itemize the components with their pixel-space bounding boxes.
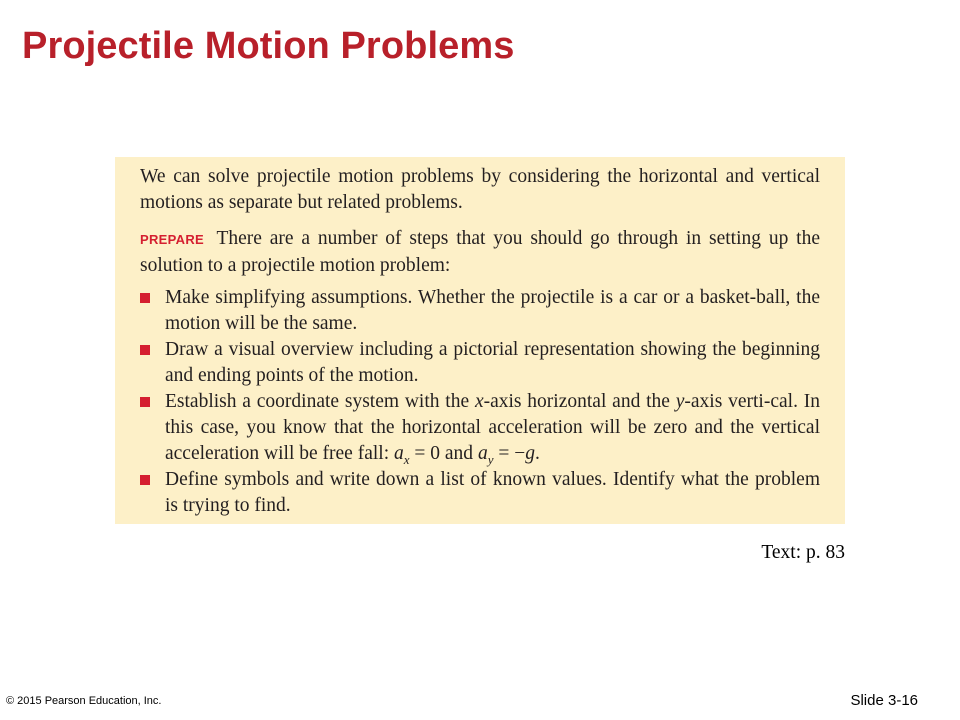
step-item xyxy=(140,467,820,519)
step-item xyxy=(140,285,820,337)
slide-number: Slide 3-16 xyxy=(850,692,918,709)
prepare-paragraph xyxy=(140,226,820,279)
square-bullet-icon xyxy=(140,475,150,485)
step-text: Establish a coordinate system with the x-axis horizontal and the y-axis verti-cal. In this case, you know that the horizontal acceleration will be zero and the vertical acceleration will be free fall: $a_x = 0$ and $a_y = -g$. xyxy=(165,391,820,467)
step-item xyxy=(140,337,820,389)
copyright-notice: © 2015 Pearson Education, Inc. xyxy=(6,695,162,707)
intro-paragraph: We can solve projectile motion problems by considering the horizontal and vertical motions as separate but related problems. xyxy=(140,166,820,213)
square-bullet-icon xyxy=(140,397,150,407)
step-text: Define symbols and write down a list of known values. Identify what the problem is trying to find. xyxy=(165,469,820,516)
ax-equation: $a_x = 0$ xyxy=(394,443,441,467)
square-bullet-icon xyxy=(140,293,150,303)
steps-list xyxy=(140,285,820,519)
step-text: Draw a visual overview including a pictorial representation showing the beginning and ending points of the motion. xyxy=(165,339,820,386)
prepare-panel xyxy=(115,157,845,524)
text-page-reference: Text: p. 83 xyxy=(761,542,845,563)
ay-equation: $a_y = -g$ xyxy=(477,443,535,467)
prepare-text: There are a number of steps that you should go through in setting up the solution to a projectile motion problem: xyxy=(140,228,820,276)
slide-title: Projectile Motion Problems xyxy=(22,25,515,67)
prepare-label: PREPARE xyxy=(140,232,204,247)
square-bullet-icon xyxy=(140,345,150,355)
step-text: Make simplifying assumptions. Whether the projectile is a car or a basket-ball, the motion will be the same. xyxy=(165,287,820,334)
step-item xyxy=(140,389,820,467)
